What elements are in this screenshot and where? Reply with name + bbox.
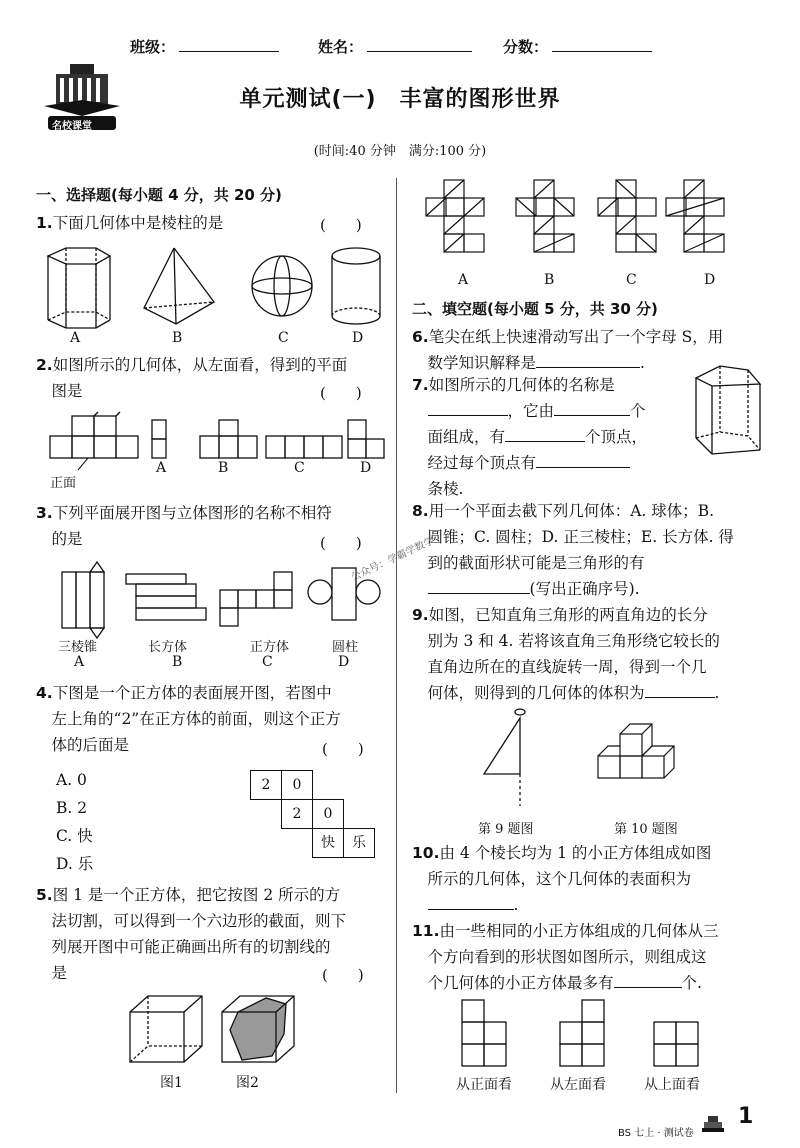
q7-text: 7.如图所示的几何体的名称是 ，它由 个 面组成，有 个顶点， 经过每个顶点有 条棱. bbox=[412, 376, 648, 498]
q4-choice-c: C. 快 bbox=[56, 827, 93, 845]
q5-option-b: B bbox=[544, 272, 555, 288]
q8-blank bbox=[428, 579, 530, 594]
q4-answer-paren: ( ) bbox=[322, 740, 364, 758]
q4-cell: 2 bbox=[250, 770, 282, 800]
q1-option-d: D bbox=[352, 330, 364, 346]
q7-blank-faces bbox=[554, 401, 630, 416]
q3-option-b: B bbox=[172, 654, 183, 670]
q4-cell: 快 bbox=[312, 828, 344, 858]
q5-answer-paren: ( ) bbox=[322, 966, 364, 984]
q1-option-c: C bbox=[278, 330, 289, 346]
q3-nets-figure bbox=[56, 562, 386, 632]
subtitle: (时间:40 分钟 满分:100 分) bbox=[313, 144, 487, 159]
score-blank bbox=[552, 37, 652, 52]
q2-option-b: B bbox=[218, 460, 229, 476]
q1-solids-figure bbox=[36, 246, 396, 336]
section-fill-heading: 二、填空题(每小题 5 分，共 30 分) bbox=[412, 300, 658, 318]
footer-logo-icon bbox=[700, 1114, 726, 1134]
footer-text: BS 七上 · 测试卷 bbox=[618, 1128, 694, 1139]
q10-blank bbox=[428, 895, 514, 910]
q2-option-a: A bbox=[156, 460, 167, 476]
q4-cell: 乐 bbox=[343, 828, 375, 858]
q5-option-a: A bbox=[458, 272, 469, 288]
page-number: 1 bbox=[738, 1104, 754, 1129]
q5-nets-figure bbox=[420, 180, 720, 272]
q7-blank-vertices bbox=[505, 427, 585, 442]
q1-answer-paren: ( ) bbox=[320, 216, 362, 234]
q3-name-a: 三棱锥 bbox=[58, 640, 98, 655]
q7-prism-figure bbox=[690, 362, 770, 462]
q11-text: 11.由一些相同的小正方体组成的几何体从三 个方向看到的形状图如图所示，则组成这 个几何体的小正方体最多有 个. bbox=[412, 922, 719, 992]
q11-view-front: 从正面看 bbox=[456, 1077, 512, 1093]
q2-text: 2.如图所示的几何体，从左面看，得到的平面 图是 bbox=[36, 356, 348, 400]
q9-text: 9.如图，已知直角三角形的两直角边的长分 别为 3 和 4. 若将该直角三角形绕它较长的 直角边所在的直线旋转一周，得到一个几 何体，则得到的几何体的体积为 . bbox=[412, 606, 720, 702]
q5-text: 5.图 1 是一个正方体，把它按图 2 所示的方 法切割，可以得到一个六边形的截面，则下 列展开图中可能正确画出所有的切割线的 是 bbox=[36, 886, 347, 982]
q5-fig1-caption: 图1 bbox=[160, 1075, 183, 1091]
column-divider bbox=[396, 178, 397, 1093]
q7-blank-edges bbox=[536, 453, 630, 468]
q2-option-c: C bbox=[294, 460, 305, 476]
q3-text: 3.下列平面展开图与立体图形的名称不相符 的是 bbox=[36, 504, 332, 548]
q4-text: 4.下图是一个正方体的表面展开图，若图中 左上角的“2”在正方体的前面，则这个正方 体的后面是 bbox=[36, 684, 341, 754]
q6-text: 6.笔尖在纸上快速滑动写出了一个字母 S，用 数学知识解释是 . bbox=[412, 328, 724, 372]
q2-cubes-figure bbox=[48, 414, 388, 464]
q4-cell: 0 bbox=[281, 770, 313, 800]
q3-option-a: A bbox=[74, 654, 85, 670]
score-field: 分数： bbox=[503, 36, 652, 57]
q8-text: 8.用一个平面去截下列几何体：A. 球体；B. 圆锥；C. 圆柱；D. 正三棱柱；E. 长方体. 得 到的截面形状可能是三角形的有 (写出正确序号). bbox=[412, 502, 734, 598]
q9-blank bbox=[645, 683, 715, 698]
q1-option-a: A bbox=[70, 330, 81, 346]
q4-cell: 0 bbox=[312, 799, 344, 829]
section-choice-heading: 一、选择题(每小题 4 分，共 20 分) bbox=[36, 186, 282, 204]
q3-name-c: 正方体 bbox=[250, 640, 290, 655]
q5-option-c: C bbox=[626, 272, 637, 288]
q10-text: 10.由 4 个棱长均为 1 的小正方体组成如图 所示的几何体，这个几何体的表面积为 . bbox=[412, 844, 712, 914]
name-field: 姓名： bbox=[318, 36, 472, 57]
q9-fig-caption: 第 9 题图 bbox=[478, 822, 534, 837]
watermark: 公众号：学霸学数学 bbox=[349, 535, 436, 584]
q3-answer-paren: ( ) bbox=[320, 534, 362, 552]
q11-blank bbox=[614, 973, 682, 988]
page-title: 单元测试(一) 丰富的图形世界 bbox=[239, 87, 561, 112]
q5-option-d: D bbox=[704, 272, 716, 288]
q11-view-left: 从左面看 bbox=[550, 1077, 606, 1093]
logo-text: 名校课堂 bbox=[52, 121, 92, 132]
q5-fig2-caption: 图2 bbox=[236, 1075, 259, 1091]
q4-choice-a: A. 0 bbox=[56, 771, 87, 789]
q1-option-b: B bbox=[172, 330, 183, 346]
q10-fig-caption: 第 10 题图 bbox=[614, 822, 678, 837]
q4-cell: 2 bbox=[281, 799, 313, 829]
q1-text: 1.下面几何体中是棱柱的是 bbox=[36, 214, 224, 232]
q7-blank-name bbox=[428, 401, 508, 416]
class-field: 班级： bbox=[130, 36, 279, 57]
class-blank bbox=[179, 37, 279, 52]
q2-answer-paren: ( ) bbox=[320, 384, 362, 402]
q3-name-b: 长方体 bbox=[148, 640, 188, 655]
q2-option-d: D bbox=[360, 460, 372, 476]
q4-choice-d: D. 乐 bbox=[56, 855, 94, 873]
q3-option-c: C bbox=[262, 654, 273, 670]
q11-views-figure bbox=[460, 1000, 720, 1068]
name-blank bbox=[367, 37, 472, 52]
q3-option-d: D bbox=[338, 654, 350, 670]
q2-front-label: 正面 bbox=[50, 476, 77, 491]
q6-blank bbox=[536, 353, 640, 368]
q5-cubes-figure bbox=[126, 994, 306, 1066]
q4-choice-b: B. 2 bbox=[56, 799, 88, 817]
logo bbox=[42, 60, 122, 140]
q3-name-d: 圆柱 bbox=[332, 640, 359, 655]
q11-view-top: 从上面看 bbox=[644, 1077, 700, 1093]
q9-q10-figure bbox=[472, 706, 712, 810]
q4-choices bbox=[56, 766, 93, 878]
